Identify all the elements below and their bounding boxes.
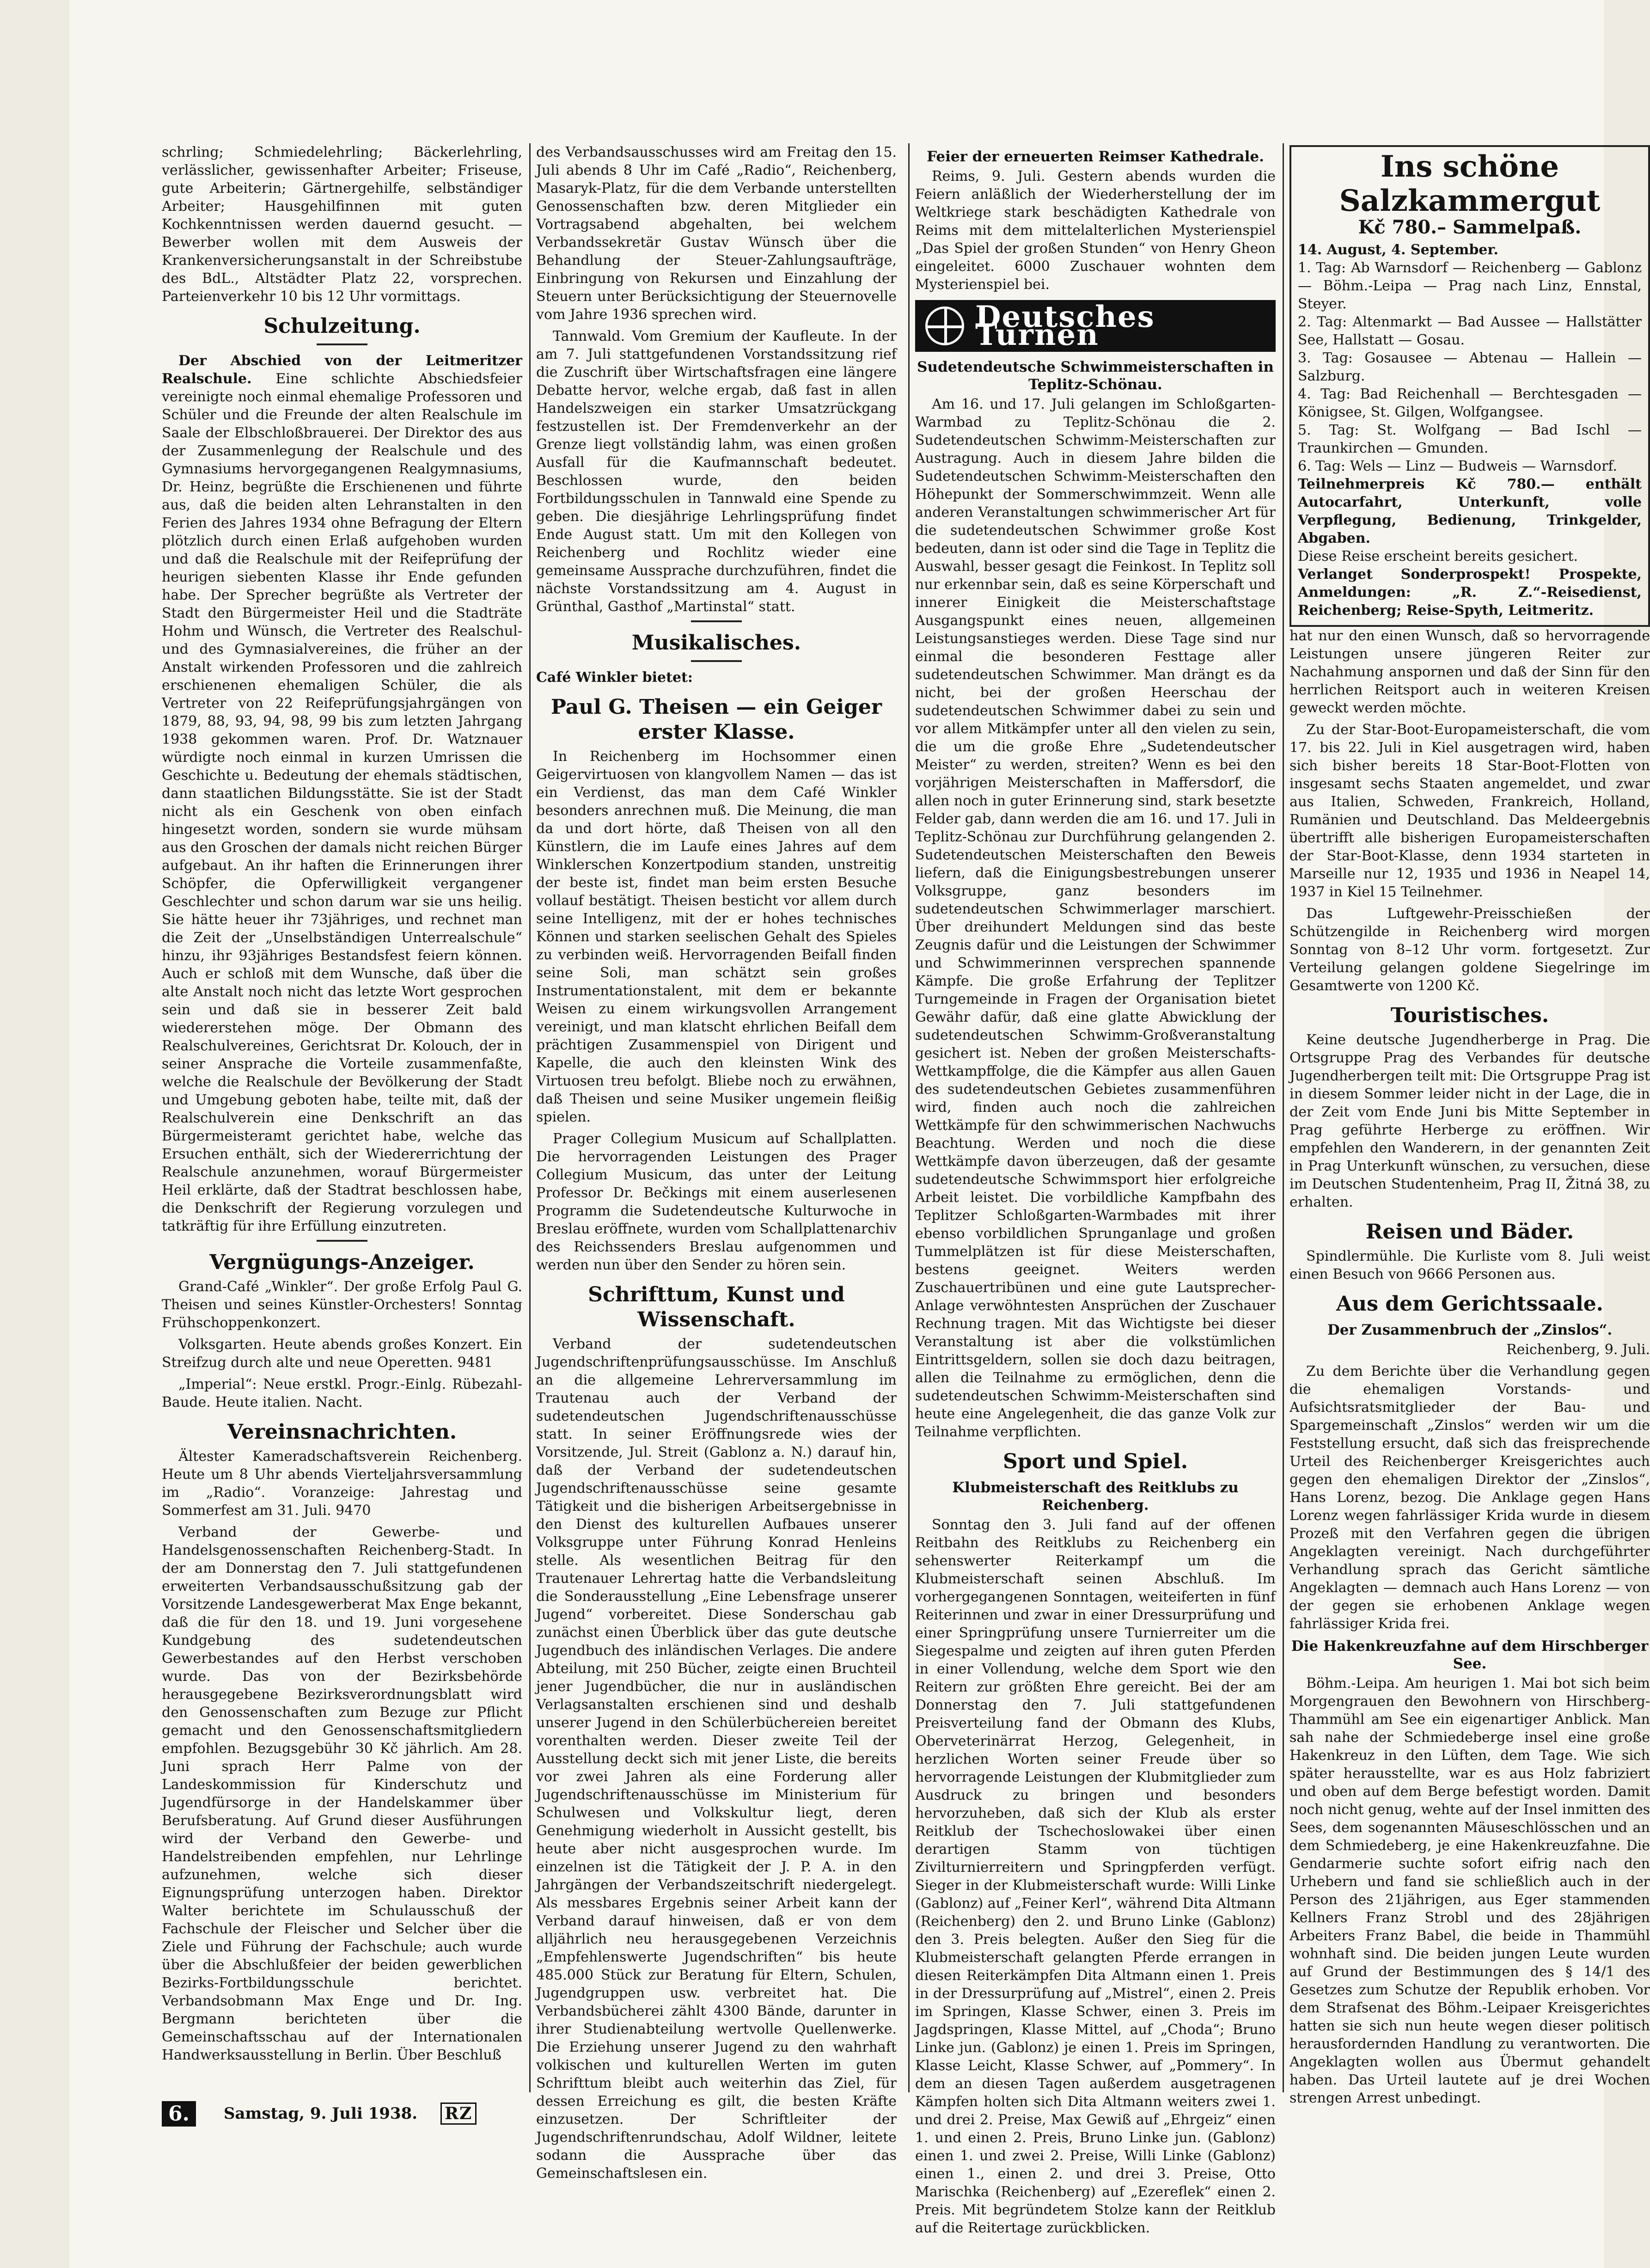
job-listing-paragraph: schrling; Schmiedelehrling; Bäckerlehrling, verlässlicher, gewissenhafter Arbeiter; Friseuse, gute Arbeiterin; Gärtnergehilfe, selbständiger Arbeiter; Hausgehilfinnen mit guten Kochkenntnissen werden dauernd gesucht. — Bewerber wollen mit dem Ausweis der Krankenversicherungsanstalt in der Schreibstube des BdL., Altstädter Platz 22, vorsprechen. Parteienverkehr 10 bis 12 Uhr vormittags. <box>162 144 522 305</box>
article-theisen: In Reichenberg im Hochsommer einen Geigervirtuosen von klangvollem Namen — das ist ein Verdienst, das man dem Café Winkler besonders anrechnen muß. Die Meinung, die man da und dort hörte, daß Theisen von all den Künstlern, die im Laufe eines Jahres auf dem Winklerschen Konzertpodium standen, unstreitig der beste ist, findet man beim ersten Besuche vollauf bestätigt. Theisen besticht vor allem durch seine Intelligenz, mit der er hohes technisches Können und starken seelischen Gehalt des Spieles zu verbinden weiß. Hervorragenden Beifall finden seine Soli, man schätzt sein großes Instrumentationstalent, mit dem er bekannte Weisen zu einem wirkungsvollen Arrangement vereinigt, und man klatscht ehrlichen Beifall dem prächtigen Zusammenspiel von Dirigent und Kapelle, die auch den kleinsten Wink des Virtuosen treu befolgt. Bliebe noch zu erwähnen, daß Theisen und seine Musiker ungemein fleißig spielen. <box>536 748 897 1125</box>
page-number: 6. <box>162 2101 196 2127</box>
heading-gerichtssaal: Aus dem Gerichtssaale. <box>1336 1292 1603 1316</box>
ad-info: Teilnehmerpreis Kč 780.— enthält Autocarfahrt, Unterkunft, volle Verpflegung, Bedienung, Trinkgelder, Abgaben. <box>1298 476 1642 546</box>
ad-day-2: 2. Tag: Altenmarkt — Bad Aussee — Hallstätter See, Hallstatt — Gosau. <box>1298 314 1642 348</box>
article-star-boot: Zu der Star-Boot-Europameisterschaft, die vom 17. bis 22. Juli in Kiel ausgetragen wird, haben sich bisher bereits 18 Star-Boot-Flotten von insgesamt sechs Staaten angemeldet, und zwar aus Italien, Schweden, Frankreich, Holland, Rumänien und Deutschland. Das Meldeergebnis übertrifft alle bisherigen Europameisterschaften der Star-Boot-Klasse, denn 1934 starteten in Marseille nur 12, 1935 und 1936 in Neapel 14, 1937 in Kiel 15 Teilnehmer. <box>1289 722 1650 900</box>
salzkammergut-ad <box>1289 145 1650 627</box>
heading-zinslos: Der Zusammenbruch der „Zinslos“. <box>1327 1322 1613 1338</box>
article-gewerbe-verband: Verband der Gewerbe- und Handelsgenossenschaften Reichenberg-Stadt. In der am Donnerstag den 7. Juli stattgefundenen erweiterten Verbandsausschußsitzung gab der Vorsitzende Landesgewerberat Max Enge bekannt, daß die für den 18. und 19. Juni vorgesehene Kundgebung des sudetendeutschen Gewerbestandes auf den Herbst verschoben wurde. Das von der Bezirksbehörde herausgegebene Bezirksverordnungsblatt wird den Genossenschaften zum Bezuge zur Pflicht gemacht und den Genossenschaftsmitgliedern empfohlen. Bezugsgebühr 30 Kč jährlich. Am 28. Juni sprach Herr Palme von der Landeskommission für Kinderschutz und Jugendfürsorge in der Handelskammer über Berufsberatung. Auf Grund dieser Ausführungen wird der Verband den Gewerbe- und Handelstreibenden empfehlen, nur Lehrlinge aufzunehmen, welche sich dieser Eignungsprüfung unterzogen haben. Direktor Walter berichtete im Schulausschuß der Fachschule der Fleischer und Selcher über die Ziele und Führung der Fachschule; auch wurde über die Abschlußfeier der beiden gewerblichen Bezirks-Fortbildungsschule berichtet. Verbandsobmann Max Enge und Dr. Ing. Bergmann berichteten über die Gemeinschaftsschau auf der Internationalen Handwerksausstellung in Berlin. Über Beschluß <box>162 1524 522 2063</box>
heading-hakenkreuzfahne: Die Hakenkreuzfahne auf dem Hirschberger See. <box>1291 1638 1649 1672</box>
article-lead: Der Abschied von der Leitmeritzer Realschule. <box>162 353 522 387</box>
subheading-cafe-winkler: Café Winkler bietet: <box>536 669 693 686</box>
banner-title: Deutsches Turnen <box>975 300 1155 352</box>
ad-day-3: 3. Tag: Gosausee — Abtenau — Hallein — Salzburg. <box>1298 350 1642 384</box>
turner-cross-icon <box>925 306 964 345</box>
column-4 <box>1289 143 1650 2106</box>
article-jugendschriften: Verband der sudetendeutschen Jugendschriftenprüfungsausschüsse. Im Anschluß an die allgemeine Lehrerversammlung im Trautenau auch der Verband der sudetendeutschen Jugendschriftenausschüsse statt. In seiner Eröffnungsrede wies der Vorsitzende, Jul. Streit (Gablonz a. N.) darauf hin, daß der Verband der sudetendeutschen Jugendschriftenausschüsse seine gesamte Tätigkeit und die bisherigen Arbeitsergebnisse in den Dienst des kulturellen Aufbaues unserer Volksgruppe unter Führung Konrad Henleins stelle. Als wesentlichen Beitrag für den Trautenauer Lehrertag hatte die Verbandsleitung die Sonderausstellung „Eine Lebensfrage unserer Jugend“ vorbereitet. Diese Sonderschau gab zunächst einen Überblick über das gute deutsche Jugendbuch des inländischen Verlages. Die andere Abteilung, mit 250 Bücher, zeigte einen Bruchteil jener Jugendbücher, die nur in ausländischen Verlagsanstalten erschienen sind und deshalb unserer Jugend in den Schülerbüchereien bereitet vorenthalten werden. Dieser zweite Teil der Ausstellung deckt sich mit jener Liste, die bereits vor zwei Jahren als eine Forderung aller Jugendschriftenausschüsse im Ministerium für Schulwesen und Volkskultur liegt, deren Genehmigung wiederholt in Aussicht gestellt, bis heute aber nicht ausgesprochen wurde. Im einzelnen ist die Tätigkeit der J. P. A. in den Jahrgängen der Verbandszeitschrift niedergelegt. Als messbares Ergebnis seiner Arbeit kann der Verband darauf hinweisen, daß er von dem alljährlich neu herausgegebenen Verzeichnis „Empfehlenswerte Jugendschriften“ bis heute 485.000 Stück zur Beratung für Eltern, Schulen, Jugendgruppen usw. verbreitet hat. Die Verbandsbücherei zählt 4300 Bände, darunter in ihrer Studienabteilung wertvolle Quellenwerke. Die Erziehung unserer Jugend zu den wahrhaft volkischen und kulturellen Werten im guten Schrifttum bleibt auch weiterhin das Ziel, für dessen Erreichung es gilt, die besten Kräfte einzusetzen. Der Schriftleiter der Jugendschriftenrundschau, Adolf Wildner, leitete sodann die Aussprache über das Gemeinschaftslesen ein. <box>536 1336 897 2182</box>
article-jugendherberge: Keine deutsche Jugendherberge in Prag. Die Ortsgruppe Prag des Verbandes für deutsche Jugendherbergen teilt mit: Die Ortsgruppe Prag ist in diesem Sommer leider nicht in der Lage, die in der Zeit vom Ende Juni bis Mitte September in Prag geführte Herberge zu eröffnen. Wir empfehlen den Wanderern, in der genannten Zeit in Prag Unterkunft wünschen, zu versuchen, diese im Deutschen Studentenheim, Prag II, Žitná 38, zu erhalten. <box>1289 1032 1650 1210</box>
article-zinslos: Zu dem Berichte über die Verhandlung gegen die ehemaligen Vorstands- und Aufsichtsratsmitglieder der Bau- und Spargemeinschaft „Zinslos“ werden wir um die Feststellung ersucht, daß sich das freisprechende Urteil des Reichenberger Kreisgerichtes auch gegen den ehemaligen Direktor der „Zinslos“, Hans Lorenz, bezog. Die Anklage gegen Hans Lorenz wegen fahrlässiger Krida wurde in diesem Prozeß mit den Verfahren gegen die übrigen Angeklagten vereinigt. Nach durchgeführter Verhandlung sprach das Gericht sämtliche Angeklagten — demnach auch Hans Lorenz — von der gegen sie erhobenen Anklage wegen fahrlässiger Krida frei. <box>1289 1363 1650 1632</box>
column-1 <box>162 143 522 2092</box>
ad-note: Diese Reise erscheint bereits gesichert. <box>1298 548 1578 564</box>
column-rule <box>529 143 531 2092</box>
article-schwimmeisterschaften: Am 16. und 17. Juli gelangen im Schloßgarten-Warmbad zu Teplitz-Schönau die 2. Sudetendeutschen Schwimm-Meisterschaften zur Austragung. Auch in diesem Jahre bilden die Sudetendeutschen Schwimm-Meisterschaften den Höhepunkt der Sommerschwimmzeit. Wenn alle anderen Veranstaltungen schwimmerischer Art für die sudetendeutschen Schwimmer große Kost bedeuten, dann ist oder sind die Tage in Teplitz die Auswahl, besser gesagt die Feinkost. In Teplitz soll nur erkennbar sein, daß es seine Körperschaft und innerer Einigkeit die Meisterschaftstage Ausgangspunkt eines neuen, allgemeinen Leistungsanstieges werden. Diese Tage sind nur einmal die besonderen Festtage aller sudetendeutschen Schwimmer. Man drängt es da nicht, bei der großen Heerschau der sudetendeutschen Schwimmer dabei zu sein und vor allem Mitkämpfer unter all den vielen zu sein, die um die große Ehre „Sudetendeutscher Meister“ zu werden, streiten? Wenn es bei den vorjährigen Meisterschaften in Maffersdorf, die allen noch in guter Erinnerung sind, stark besetzte Felder gab, dann werden die am 16. und 17. Juli in Teplitz-Schönau zur Durchführung gelangenden 2. Sudetendeutschen Meisterschaften den Beweis liefern, daß die Einigungsbestrebungen unserer Volksgruppe, ganz besonders im sudetendeutschen Schwimmerlager marschiert. Über dreihundert Meldungen sind das beste Zeugnis dafür und die Leistungen der Schwimmer und Schwimmerinnen versprechen spannende Kämpfe. Die große Erfahrung der Teplitzer Turngemeinde in Fragen der Organisation bietet Gewähr dafür, daß eine glatte Abwicklung der sudetendeutschen Schwimm-Großveranstaltung gesichert ist. Neben der großen Meisterschafts-Wettkampffolge, die die Kämpfer aus allen Gauen des sudetendeutschen Gebietes zusammenführen wird, finden auch noch die zahlreichen Wettkämpfe für den schwimmerischen Nachwuchs Beachtung. Werden und noch die diese Wettkämpfe davon überzeugen, daß der gesamte sudetendeutsche Schwimmsport hier erfolgreiche Arbeit leistet. Die vorbildliche Kampfbahn des Teplitzer Schloßgarten-Warmbades mit ihrer ebenso vorbildlichen Sprunganlage und großen Tummelplätzen ist für diese Meisterschaften, bestens geeignet. Weiters werden Zuschauertribünen und eine gute Lautsprecher-Anlage verwöhntesten Ansprüchen der Zuschauer Rechnung tragen. Mit das Wichtigste bei dieser Veranstaltung ist aber die volkstümlichen Eintrittsgeldern, sollen sie doch dazu beitragen, allen die Teilnahme zu ermöglichen, denn die sudetendeutschen Schwimm-Meisterschaften sind heute eine Angelegenheit, die das ganze Volk zur Teilnahme verpflichten. <box>915 396 1276 1440</box>
ad-day-4: 4. Tag: Bad Reichenhall — Berchtesgaden — Königsee, St. Gilgen, Wolfgangsee. <box>1298 386 1642 420</box>
newspaper-page <box>69 0 1650 2268</box>
article-hakenkreuzfahne: Böhm.-Leipa. Am heurigen 1. Mai bot sich beim Morgengrauen den Bewohnern von Hirschberg-Thammühl am See ein eigenartiger Anblick. Man sah nahe der Schmiedeberge insel eine große Hakenkreuz in den Lüften, dem Tage. Wie sich später herausstellte, war es aus Holz fabriziert und oben auf dem Berge befestigt worden. Damit noch nicht genug, wehte auf der Insel inmitten des Sees, dem sogenannten Mäuseschlösschen und an dem Schmiedeberg, je eine Hakenkreuzfahne. Die Gendarmerie suchte sofort eifrig nach den Urhebern und fand sie schließlich auch in der Person des 21jährigen, aus Eger stammenden Kellners Franz Strobl und des 28jährigen Arbeiters Franz Babel, die beide in Thammühl wohnhaft sind. Die beiden jungen Leute wurden auf Grund der Bestimmungen des § 14/1 des Gesetzes zum Schutze der Republik erhoben. Vor dem Strafsenat des Böhm.-Leipaer Kreisgerichtes hatten sie sich nun heute wegen dieser politisch herausfordernden Handlung zu verantworten. Die Angeklagten wollen aus Übermut gehandelt haben. Das Urteil lautete auf je drei Wochen strengen Arrest unbedingt. <box>1289 1675 1650 2106</box>
divider <box>691 620 742 622</box>
heading-schulzeitung: Schulzeitung. <box>263 314 421 338</box>
footer-date: Samstag, 9. Juli 1938. <box>223 2104 418 2123</box>
article-tannwald: Tannwald. Vom Gremium der Kaufleute. In der am 7. Juli stattgefundenen Vorstandssitzung rief die Zuschrift über Wirtschaftsfragen eine längere Debatte hervor, welche ergab, daß fast in allen Handelszweigen ein starker Umsatzrückgang festzustellen ist. Der Fremdenverkehr an der Grenze liegt vollständig lahm, was einen großen Ausfall für die Kaufmannschaft bedeutet. Beschlossen wurde, den beiden Fortbildungsschulen in Tannwald eine Spende zu geben. Die diesjährige Lehrlingsprüfung findet Ende August statt. Um mit den Kollegen von Reichenberg und Rochlitz wieder eine gemeinsame Aussprache durchzuführen, findet die nächste Vorstandssitzung am 4. August in Grünthal, Gasthof „Martinstal“ statt. <box>536 328 897 615</box>
ad-day-5: 5. Tag: St. Wolfgang — Bad Ischl — Traunkirchen — Gmunden. <box>1298 422 1642 456</box>
divider <box>691 660 742 662</box>
heading-klubmeisterschaft: Klubmeisterschaft des Reitklubs zu Reichenberg. <box>952 1479 1239 1514</box>
deutsches-turnen-banner <box>915 300 1276 352</box>
dateline: Reichenberg, 9. Juli. <box>1506 1342 1650 1358</box>
ad-day-6: 6. Tag: Wels — Linz — Budweis — Warnsdorf. <box>1298 458 1617 474</box>
article-klubmeisterschaft: Sonntag den 3. Juli fand auf der offenen Reitbahn des Reitklubs zu Reichenberg ein sehenswerter Reiterkampf um die Klubmeisterschaft seinen Abschluß. Im vorhergegangenen Sonntagen, weiteiferten in fünf Reiterinnen und zwar in einer Dressurprüfung und einer Springprüfung unsere Turnierreiter um die Siegespalme und zeigten auf ihren guten Pferden in einer Vollendung, welche dem Sport wie den Reitern zur größten Ehre gereicht. Bei der am Donnerstag den 7. Juli stattgefundenen Preisverteilung fand der Obmann des Klubs, Oberveterinärrat Herzog, Gelegenheit, in herzlichen Worten seiner Freude über so hervorragende Leistungen der Klubmitglieder zum Ausdruck zu bringen und besonders hervorzuheben, daß sich der Klub als erster Reitklub der Tschechoslowakei über einen derartigen Stamm von tüchtigen Zivilturnierreitern und Springpferden verfügt. Sieger in der Klubmeisterschaft wurde: Willi Linke (Gablonz) auf „Feiner Kerl“, während Dita Altmann (Reichenberg) den 2. und Bruno Linke (Gablonz) den 3. Preis belegten. Außer den Sieg für die Klubmeisterschaft gelangten Pferde errangen in diesen Reiterkämpfen Dita Altmann einen 1. Preis in der Dressurprüfung auf „Mistrel“, einen 2. Preis im Springen, Klasse Schwer, einen 3. Preis im Jagdspringen, Klasse Mittel, auf „Choda“; Bruno Linke jun. (Gablonz) je einen 1. Preis im Springen, Klasse Leicht, Klasse Schwer, auf „Pommery“. In dem an diesen Tagen außerdem ausgetragenen Kämpfen holten sich Dita Altmann weiters zwei 1. und drei 2. Preise, Max Gewiß auf „Ehrgeiz“ einen 1. und einen 2. Preis, Bruno Linke jun. (Gablonz) einen 1. und zwei 2. Preise, Willi Linke (Gablonz) einen 1., einen 2. und drei 3. Preise, Otto Marischka (Reichenberg) auf „Ezereflek“ einen 2. Preis. Mit begründetem Stolze kann der Reitklub auf die Reitertage zurückblicken. <box>915 1517 1276 2236</box>
ad-title: Ins schöne Salzkammergut <box>1339 149 1601 218</box>
divider <box>317 343 367 345</box>
column-rule <box>908 143 910 2092</box>
heading-sport-und-spiel: Sport und Spiel. <box>1002 1450 1188 1473</box>
heading-touristisches: Touristisches. <box>1390 1004 1549 1027</box>
column-2 <box>536 143 897 2182</box>
heading-reisen-und-baeder: Reisen und Bäder. <box>1365 1220 1574 1244</box>
article-schuetzengilde: Das Luftgewehr-Preisschießen der Schützengilde in Reichenberg wird morgen Sonntag von 8–12 Uhr vorm. fortgesetzt. Zur Verteilung gelangen goldene Siegelringe im Gesamtwerte von 1200 Kč. <box>1289 906 1650 994</box>
article-spindlermuehle: Spindlermühle. Die Kurliste vom 8. Juli weist einen Besuch von 9666 Personen aus. <box>1289 1248 1650 1282</box>
article-prager-collegium: Prager Collegium Musicum auf Schallplatten. Die hervorragenden Leistungen des Prager Collegium Musicum, das unter der Leitung Professor Dr. Bečkings mit einem auserlesenen Programm die Sudetendeutsche Kulturwoche in Breslau eröffnete, wurden vom Schallplattenarchiv des Reichssenders Breslau aufgenommen und werden nun über den Sender zu hören sein. <box>536 1131 897 1273</box>
heading-vereinsnachrichten: Vereinsnachrichten. <box>227 1420 457 1444</box>
column-rule <box>1283 143 1284 2092</box>
heading-reims: Feier der erneuerten Reimser Kathedrale. <box>927 148 1264 165</box>
column-3 <box>915 143 1276 2236</box>
heading-schwimmeisterschaften: Sudetendeutsche Schwimmeisterschaften in Teplitz-Schönau. <box>917 359 1274 393</box>
heading-schrifttum: Schrifttum, Kunst und Wissenschaft. <box>588 1283 845 1331</box>
ad-dates: 14. August, 4. September. <box>1298 242 1498 258</box>
ad-imperial: „Imperial“: Neue erstkl. Progr.-Einlg. Rübezahl-Baude. Heute italien. Nacht. <box>162 1376 522 1410</box>
ad-day-1: 1. Tag: Ab Warnsdorf — Reichenberg — Gablonz — Böhm.-Leipa — Prag nach Linz, Ennstal, Steyer. <box>1298 260 1642 312</box>
heading-theisen: Paul G. Theisen — ein Geiger erster Klasse. <box>550 695 882 744</box>
page-footer <box>162 2099 522 2128</box>
ad-contact: Verlanget Sonderprospekt! Prospekte, Anmeldungen: „R. Z.“-Reisedienst, Reichenberg; Reise-Spyth, Leitmeritz. <box>1298 566 1642 619</box>
ad-volksgarten: Volksgarten. Heute abends großes Konzert. Ein Streifzug durch alte und neue Operetten. 9481 <box>162 1336 522 1371</box>
article-realschule <box>162 352 522 1235</box>
article-kameradschaftsverein: Ältester Kameradschaftsverein Reichenberg. Heute um 8 Uhr abends Vierteljahrsversammlung im „Radio“. Voranzeige: Jahrestag und Sommerfest am 31. Juli. 9470 <box>162 1448 522 1519</box>
newspaper-logo: RZ <box>440 2102 477 2125</box>
article-reims: Reims, 9. Juli. Gestern abends wurden die Feiern anläßlich der Wiederherstellung der im Weltkriege stark beschädigten Kathedrale von Reims mit dem mittelalterlichen Mysterienspiel „Das Spiel der großen Stunden“ von Henry Gheon eingeleitet. 6000 Zuschauer wohnten dem Mysterienspiel bei. <box>915 168 1276 293</box>
heading-vergnuegungs-anzeiger: Vergnügungs-Anzeiger. <box>209 1250 475 1274</box>
article-continuation: hat nur den einen Wunsch, daß so hervorragende Leistungen unsere jüngeren Reiter zur Nachahmung anspornen und daß der Sinn für den herrlichen Reitsport auch in weiteren Kreisen geweckt werden möchte. <box>1289 628 1650 716</box>
divider <box>317 1240 367 1242</box>
heading-musikalisches: Musikalisches. <box>631 631 801 655</box>
article-continuation: des Verbandsausschusses wird am Freitag den 15. Juli abends 8 Uhr im Café „Radio“, Reichenberg, Masaryk-Platz, für die dem Verbande unterstellten Genossenschaften bzw. deren Mitglieder ein Vortragsabend abgehalten, bei welchem Verbandssekretär Gustav Wünsch über die Behandlung der Steuer-Zahlungsaufträge, Einbringung von Rekursen und Einzahlung der Steuern unter Berücksichtigung der Steuernovelle vom Jahre 1936 sprechen wird. <box>536 144 897 323</box>
article-body: Eine schlichte Abschiedsfeier vereinigte noch einmal ehemalige Professoren und Schüler und die Freunde der alten Realschule im Saale der Elbschloßbrauerei. Der Direktor des aus der Zusammenlegung der Realschule und des Gymnasiums hervorgegangenen Realgymnasiums, Dr. Heinz, begrüßte die Erschienenen und führte aus, daß die beiden alten Lehranstalten in den Ferien des Jahres 1934 ohne Befragung der Eltern plötzlich durch einen Erlaß aufgehoben wurden und daß die Realschule mit der Reifeprüfung der heurigen siebenten Klasse ihr Ende gefunden habe. Der Sprecher begrüßte als Vertreter der Stadt den Bürgermeister Heil und die Stadträte Hohm und Wünsch, die Vertreter des Realschul- und des Gymnasialvereines, die früher an der Anstalt wirkenden Professoren und die zahlreich erschienenen ehemaligen Schüler, die als Vertreter von 22 Reifeprüfungsjahrgängen von 1879, 88, 93, 94, 98, 99 bis zum letzten Jahrgang 1938 gekommen waren. Prof. Dr. Watznauer würdigte noch einmal in kurzen Umrissen die Geschichte u. Bedeutung der ehemals städtischen, dann staatlichen Bildungsstätte. Sie ist der Stadt nicht als ein Geschenk von oben einfach hingesetzt worden, sondern sie wurde mühsam aus den Groschen der damals nicht reichen Bürger aufgebaut. An ihr haften die Erinnerungen ihrer Schöpfer, die Opferwilligkeit vergangener Geschlechter und schon darum war sie uns heilig. Sie hätte heuer ihr 73jähriges, und rechnet man die Zeit der „Unselbständigen Unterrealschule“ hinzu, ihr 93jähriges Bestandsfest feiern können. Auch er schloß mit dem Wunsche, daß über die alte Anstalt noch nicht das letzte Wort gesprochen sein und daß sie in besserer Zeit bald wiedererstehen möge. Der Obmann des Realschulvereines, Gerichtsrat Dr. Kolouch, der in seiner Ansprache die Vorteile zusammenfaßte, welche die Realschule der Bevölkerung der Stadt und Umgebung geboten habe, teilte mit, daß der Realschulverein eine Denkschrift an das Bürgermeisteramt gerichtet habe, welche das Ersuchen enthält, sich der Wiedererrichtung der Realschule anzunehmen, worauf Bürgermeister Heil erklärte, daß der Stadtrat beschlossen habe, die Denkschrift der Regierung vorzulegen und tatkräftig für ihre Erfüllung einzutreten. <box>162 371 522 1234</box>
ad-price: Kč 780.– Sammelpaß. <box>1358 216 1582 238</box>
ad-grand-cafe: Grand-Café „Winkler“. Der große Erfolg Paul G. Theisen und seines Künstler-Orchesters! Sonntag Frühschoppenkonzert. <box>162 1279 522 1331</box>
